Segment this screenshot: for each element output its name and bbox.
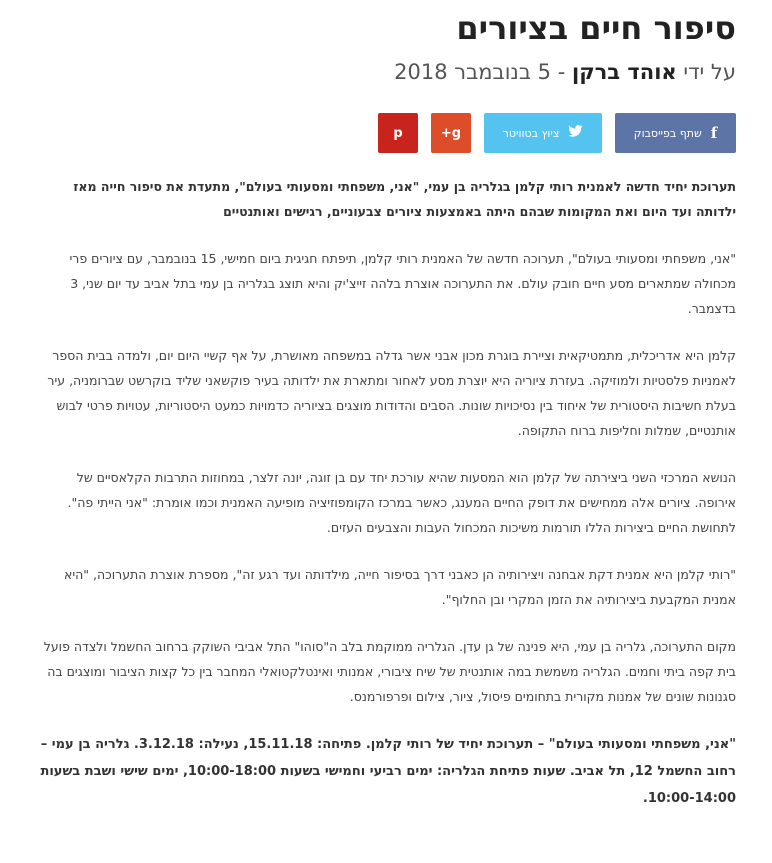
share-pinterest-button[interactable] (378, 113, 418, 153)
article-paragraph: "אני, משפחתי ומסעותי בעולם", תערוכה חדשה של האמנית רותי קלמן, תיפתח חגיגית ביום חמישי, 15 בנובמבר, עם ציורים פרי מכחולה שמתארים מסע חיים חובק עולם. את התערוכה אוצרת בלהה זייצ'יק והיא תוצג בגלריה בן עמי בתל אביב עד יום שני, 3 בדצמבר. (69, 251, 736, 316)
byline-separator: - (557, 60, 566, 84)
facebook-icon: f (710, 124, 718, 142)
article-paragraph: קלמן היא אדריכלית, מתמטיקאית וציירת בוגרת מכון אבני אשר גדלה במשפחה מאושרת, על אף קשיי היום יום, ולמדה בבית הספר לאמניות פלסטיות ולמוזיקה. בעזרת ציוריה היא יוצרת מסע לאחור ומתארת את ילדותה בעיר פוקשאני שליד בוקרשט שברומניה, עיר בעלת חשיבות היסטורית של איחוד בין נסיכויות שונות. הסבים והדודות מוצגים בציוריה כדמויות כמעט היסטוריות, עטויות פרטי לבוש אותנטיים, שמלות וחליפות ברוח התקופה. (47, 348, 736, 438)
share-googleplus-button[interactable] (431, 113, 471, 153)
twitter-icon (568, 125, 583, 141)
article-paragraph: "רותי קלמן היא אמנית דקת אבחנה ויצירותיה הן כאבני דרך בסיפור חייה, מילדותה ועד רגע זה", מספרת אוצרת התערוכה, "היא אמנית המקבעת ביצירותיה את הזמן המקרי ובן החלוף". (63, 567, 736, 607)
author-link[interactable]: אוהד ברקן (571, 60, 677, 84)
article-lead: תערוכת יחיד חדשה לאמנית רותי קלמן בגלריה בן עמי, "אני, משפחתי ומסעותי בעולם", מתעדת את סיפור חייה מאז ילדותה ועד היום ואת המקומות שבהם היתה באמצעות ציורים צבעוניים, רגישים ואותנטיים (73, 179, 736, 219)
pinterest-icon: p (393, 125, 403, 141)
article-title: סיפור חיים בציורים (456, 9, 736, 47)
share-twitter-button[interactable] (484, 113, 602, 153)
exhibition-info: "אני, משפחתי ומסעותי בעולם" – תערוכת יחיד של רותי קלמן. פתיחה: 15.11.18, נעילה: 3.12.18. גלריה בן עמי – רחוב החשמל 12, תל אביב. שעות פתיחת הגלריה: ימים רביעי וחמישי בשעות 10:00-18:00, ימים שישי ושבת בשעות 10:00-14:00. (40, 737, 736, 806)
share-facebook-label: שתף בפייסבוק (633, 126, 702, 140)
publish-date: 5 בנובמבר 2018 (394, 60, 552, 84)
google-plus-icon: g+ (440, 125, 462, 141)
article-paragraph: הנושא המרכזי השני ביצירתה של קלמן הוא המסעות שהיא עורכת יחד עם בן זוגה, יונה זלצר, במחוזות התרבות הקלאסיים של אירופה. ציורים אלה ממחישים את דופק החיים המענג, כאשר במרכז הקומפוזיציה מופיעה האמנית וכמו אומרת: "אני הייתי פה". לתחושת החיים ביצירות הללו תורמות משיכות המכחול העבות והצבעים העזים. (67, 470, 736, 535)
byline-prefix: על ידי (683, 60, 736, 84)
share-twitter-label: ציוץ בטוויטר (502, 126, 560, 140)
share-facebook-button[interactable] (615, 113, 736, 153)
article-paragraph: מקום התערוכה, גלריה בן עמי, היא פנינה של גן עדן. הגלריה ממוקמת בלב ה"סוהו" התל אביבי השוקק ברחוב החשמל ולצדה פועל בית קפה ביתי וחמים. הגלריה משמשת במה אותנטית של שיח ציבורי, אמנותי ואינטלקטואלי המחבר בין כל קצות הציבור ומוצגים בה סגנונות שונים של אמנות מקורית בתחומים פיסול, ציור, צילום ופרפורמנס. (43, 639, 736, 704)
share-bar (378, 113, 736, 153)
article-body (36, 174, 736, 834)
byline (394, 58, 736, 86)
